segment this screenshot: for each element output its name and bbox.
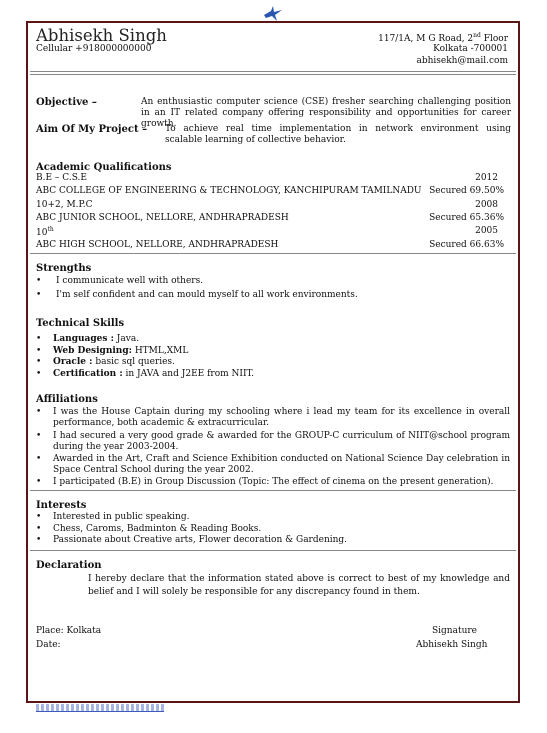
academic-school-2: ABC JUNIOR SCHOOL, NELLORE, ANDHRAPRADESH bbox=[36, 213, 289, 223]
list-item: • Web Designing: HTML,XML bbox=[36, 346, 189, 356]
academic-school-1: ABC COLLEGE OF ENGINEERING & TECHNOLOGY, KANCHIPURAM TAMILNADU bbox=[36, 186, 422, 196]
bullet-glyph: • bbox=[36, 477, 42, 487]
strengths-heading: Strengths bbox=[36, 263, 92, 274]
list-item: • I communicate well with others. bbox=[36, 276, 204, 286]
academic-degree-3: 10th bbox=[36, 226, 54, 238]
signature-label: Signature bbox=[432, 626, 478, 636]
project-text: To achieve real time implementation in network environment using scalable learning of collective behavior. bbox=[165, 124, 511, 145]
affiliations-divider bbox=[30, 490, 516, 491]
academic-score-1: Secured 69.50% bbox=[429, 186, 504, 196]
address-line-2: Kolkata -700001 bbox=[433, 44, 508, 54]
academic-school-3: ABC HIGH SCHOOL, NELLORE, ANDHRAPRADESH bbox=[36, 240, 279, 250]
interests-heading: Interests bbox=[36, 500, 87, 511]
objective-text: An enthusiastic computer science (CSE) fresher searching challenging position in an IT related company offering responsibility and opportunities for career growth. bbox=[141, 97, 511, 129]
bullet-glyph: • bbox=[36, 431, 42, 441]
academic-score-3: Secured 66.63% bbox=[429, 240, 504, 250]
project-label: Aim Of My Project – bbox=[36, 124, 148, 135]
academic-degree-1: B.E – C.S.E bbox=[36, 173, 87, 183]
header-divider bbox=[30, 71, 516, 72]
date: Date: bbox=[36, 640, 61, 650]
affiliations-heading: Affiliations bbox=[36, 394, 98, 405]
source-link[interactable] bbox=[36, 704, 164, 712]
address-line-1: 117/1A, M G Road, 2nd Floor bbox=[378, 32, 508, 44]
list-item: Awarded in the Art, Craft and Science Exhibition conducted on National Science Day celebration in Space Central School during the year 2002. bbox=[53, 454, 510, 475]
bird-logo-icon bbox=[262, 4, 284, 22]
mobile-number: Cellular +918000000000 bbox=[36, 44, 152, 54]
place: Place: Kolkata bbox=[36, 626, 102, 636]
list-item: • Languages : Java. bbox=[36, 334, 140, 344]
interests-divider bbox=[30, 550, 516, 551]
bullet-glyph: • bbox=[36, 454, 42, 464]
list-item: I had secured a very good grade & awarded for the GROUP-C curriculum of NIIT@school program during the year 2003-2004. bbox=[53, 431, 510, 452]
signature-name: Abhisekh Singh bbox=[416, 640, 488, 650]
list-item: I participated (B.E) in Group Discussion (Topic: The effect of cinema on the present generation). bbox=[53, 477, 494, 487]
list-item: • Certification : in JAVA and J2EE from NIIT. bbox=[36, 369, 255, 379]
list-item: I was the House Captain during my schooling where i lead my team for its excellence in overall performance, both academic & extracurricular. bbox=[53, 407, 510, 428]
declaration-text: I hereby declare that the information stated above is correct to best of my knowledge and belief and I will solely be responsible for any discrepancy found in them. bbox=[88, 574, 510, 597]
academic-year-3: 2005 bbox=[475, 226, 498, 236]
declaration-heading: Declaration bbox=[36, 560, 102, 571]
technical-heading: Technical Skills bbox=[36, 318, 125, 329]
email-address: abhisekh@mail.com bbox=[416, 56, 508, 66]
header-divider-2 bbox=[30, 74, 516, 75]
list-item: • Passionate about Creative arts, Flower decoration & Gardening. bbox=[36, 535, 348, 545]
list-item: • Interested in public speaking. bbox=[36, 512, 190, 522]
list-item: • Oracle : basic sql queries. bbox=[36, 357, 175, 367]
academic-score-2: Secured 65.36% bbox=[429, 213, 504, 223]
academics-heading: Academic Qualifications bbox=[36, 162, 172, 173]
academic-year-2: 2008 bbox=[475, 200, 498, 210]
bullet-glyph: • bbox=[36, 407, 42, 417]
academics-divider bbox=[30, 253, 516, 254]
objective-label: Objective – bbox=[36, 97, 97, 108]
candidate-name: Abhisekh Singh bbox=[36, 26, 167, 45]
academic-year-1: 2012 bbox=[475, 173, 498, 183]
list-item: • I'm self confident and can mould myself to all work environments. bbox=[36, 290, 358, 300]
academic-degree-2: 10+2, M.P.C bbox=[36, 200, 93, 210]
list-item: • Chess, Caroms, Badminton & Reading Books. bbox=[36, 524, 262, 534]
